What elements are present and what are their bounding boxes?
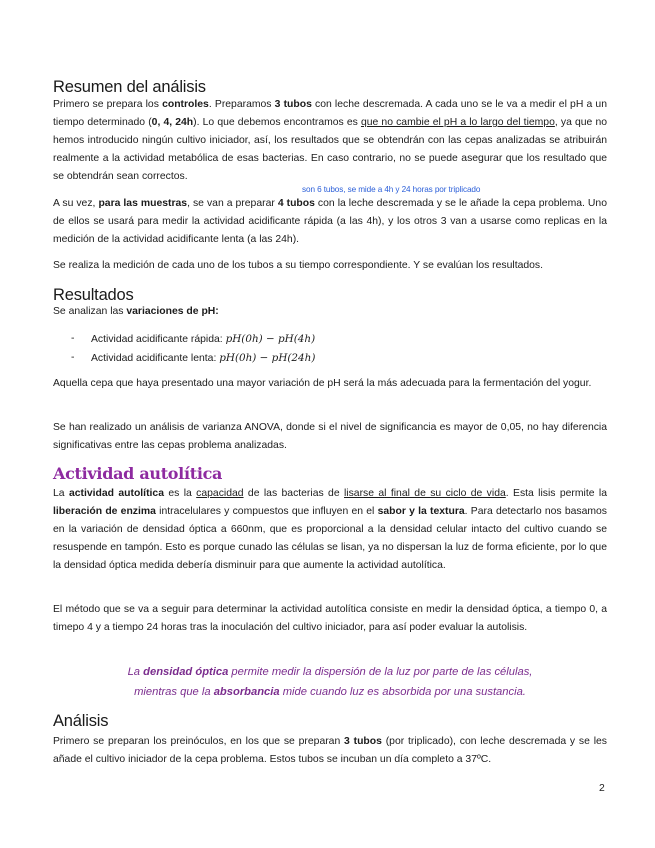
paragraph-controles: Primero se prepara los controles. Preparamos 3 tubos con leche descremada. A cada uno se le va a medir el pH a un tiempo determinado (0, 4, 24h). Lo que debemos encontramos es que no cambie el pH a lo largo del tiempo, ya que no hemos introducido ningún cultivo iniciador, así, los resultados que se obtendrán con las cepas analizadas se atribuirán realmente a la actividad metabólica de esas bacterias. En caso contrario, no se puede asegurar que los resultado que se obtendrán sean correctos.: [53, 99, 608, 182]
quote-line-2: mientras que la absorbancia mide cuando luz es absorbida por una sustancia.: [134, 686, 526, 698]
paragraph-autolitica: La actividad autolítica es la capacidad de las bacterias de lisarse al final de su ciclo de vida. Esta lisis permite la liberación de enzima intracelulares y compuestos que influyen en el sabor y la textura. Para detectarlo nos basamos en la variación de densidad óptica a 660nm, que es proporcional a la densidad celular intacto del cultivo cuando se resuspende en tampón. Esto es porque cunado las células se lisan, ya no dispersan la luz de forma eficiente, por lo que la densidad óptica medida debería disminuir para que aumente la actividad autolítica.: [53, 488, 607, 571]
heading-analisis: Análisis: [53, 712, 109, 730]
quote-line-1: La densidad óptica permite medir la dispersión de la luz por parte de las células,: [127, 666, 533, 678]
paragraph-cepa: Aquella cepa que haya presentado una mayor variación de pH será la más adecuada para la fermentación del yogur.: [53, 378, 592, 389]
paragraph-variaciones: Se analizan las variaciones de pH:: [53, 306, 219, 317]
list-item: - Actividad acidificante rápida: pH(0h) − pH(4h): [71, 333, 316, 345]
paragraph-preinoculos: Primero se preparan los preinóculos, en los que se preparan 3 tubos (por triplicado), con leche descremada y se les añade el cultivo iniciador de la cepa problema. Estos tubos se incuban un día completo a 37ºC.: [53, 736, 607, 765]
paragraph-metodo: El método que se va a seguir para determinar la actividad autolítica consiste en medir la densidad óptica, a tiempo 0, a timepo 4 y a tiempo 24 horas tras la inoculación del cultivo iniciador, para así poder evaluar la autolisis.: [53, 604, 607, 633]
handwritten-annotation: son 6 tubos, se mide a 4h y 24 horas por triplicado: [302, 185, 481, 194]
paragraph-anova: Se han realizado un análisis de varianza ANOVA, donde si el nivel de significancia es mayor de 0,05, no hay diferencia significativas entre las cepas problema analizadas.: [53, 422, 607, 451]
formula: pH(0h) − pH(4h): [225, 333, 316, 345]
heading-actividad-autolitica: Actividad autolítica: [53, 464, 223, 483]
heading-resumen: Resumen del análisis: [53, 78, 206, 96]
highlight-quote: [53, 662, 607, 702]
paragraph-medicion: Se realiza la medición de cada uno de los tubos a su tiempo correspondiente. Y se evalúan los resultados.: [53, 260, 544, 271]
bullet-list-ph: [53, 330, 607, 368]
page-number: 2: [599, 783, 605, 794]
list-item: - Actividad acidificante lenta: pH(0h) − pH(24h): [71, 352, 316, 364]
formula: pH(0h) − pH(24h): [219, 352, 316, 364]
heading-resultados: Resultados: [53, 286, 134, 304]
paragraph-muestras: A su vez, para las muestras, se van a preparar 4 tubos con la leche descremada y se le añade la cepa problema. Uno de ellos se usará para medir la actividad acidificante rápida (a las 4h), y los otros 3 van a usarse como replicas en la medición de la actividad acidificante lenta (a las 24h).: [53, 198, 607, 245]
